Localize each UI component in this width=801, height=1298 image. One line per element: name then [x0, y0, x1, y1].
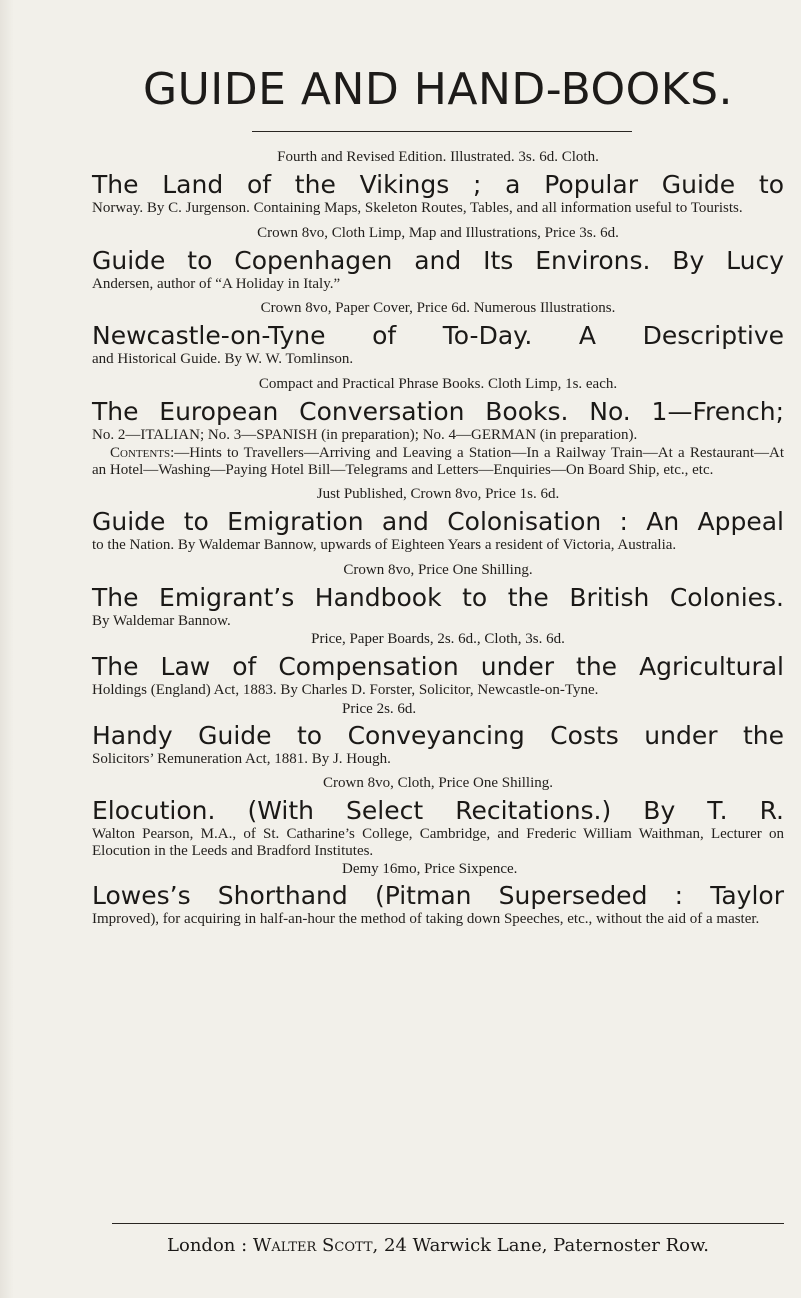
- book-title: Lowes’s Shorthand (Pitman Superseded : Taylor: [92, 881, 784, 910]
- contents-label: Contents: [110, 445, 171, 461]
- edition-note: Compact and Practical Phrase Books. Cloth Limp, 1s. each.: [258, 375, 618, 392]
- contents-text: :—Hints to Travellers—Arriving and Leaving a Station—In a Railway Train—At a Restaurant—At an Hotel—Washing—Paying Hotel Bill—Telegrams and Letters—Enquiries—On Board Ship, etc., etc.: [92, 445, 784, 478]
- book-description: Holdings (England) Act, 1883. By Charles D. Forster, Solicitor, Newcastle-on-Tyne.: [92, 682, 599, 698]
- book-entry-copenhagen: [92, 224, 784, 293]
- imprint-city: London :: [167, 1235, 248, 1256]
- book-description: Solicitors’ Remuneration Act, 1881. By J. Hough.: [92, 750, 391, 767]
- book-description: By Waldemar Bannow.: [92, 612, 231, 629]
- book-contents: [92, 445, 784, 478]
- book-description: and Historical Guide. By W. W. Tomlinson.: [92, 351, 354, 367]
- edition-note: Crown 8vo, Price One Shilling.: [343, 561, 533, 578]
- book-title: Guide to Emigration and Colonisation : An Appeal: [92, 507, 784, 536]
- book-list: [92, 148, 784, 935]
- top-rule: [252, 131, 632, 132]
- publisher-imprint: [92, 1234, 784, 1258]
- book-entry-conversation: [92, 375, 784, 479]
- edition-note: Crown 8vo, Cloth, Price One Shilling.: [323, 775, 553, 791]
- book-entry-emigration: [92, 485, 784, 554]
- book-entry-newcastle: [92, 299, 784, 368]
- bottom-rule: [112, 1223, 784, 1224]
- page-title: GUIDE AND HAND-BOOKS.: [142, 64, 734, 115]
- book-title: The European Conversation Books. No. 1—French;: [92, 396, 784, 426]
- imprint-publisher: Walter Scott,: [252, 1235, 379, 1256]
- price-line: Price, Paper Boards, 2s. 6d., Cloth, 3s. 6d.: [311, 631, 565, 647]
- price-line: Price 2s. 6d.: [342, 700, 417, 717]
- book-entry-vikings: [92, 148, 784, 217]
- book-entry-emigrants-handbook: [92, 561, 784, 649]
- book-entry-conveyancing: [92, 720, 784, 768]
- book-description: Walton Pearson, M.A., of St. Catharine’s College, Cambridge, and Frederic William Waithman, Lecturer on Elocution in the Leeds and Bradford Institutes.: [92, 826, 784, 859]
- book-title: Guide to Copenhagen and Its Environs. By Lucy: [92, 245, 784, 275]
- book-title: Elocution. (With Select Recitations.) By T. R.: [92, 796, 784, 825]
- imprint-address: 24 Warwick Lane, Paternoster Row.: [384, 1235, 709, 1256]
- book-title: The Emigrant’s Handbook to the British Colonies.: [92, 582, 784, 612]
- edition-note: Fourth and Revised Edition. Illustrated. 3s. 6d. Cloth.: [277, 149, 599, 165]
- edition-note: Just Published, Crown 8vo, Price 1s. 6d.: [316, 486, 560, 502]
- book-entry-elocution: [92, 774, 784, 878]
- book-description: Improved), for acquiring in half-an-hour the method of taking down Speeches, etc., without the aid of a master.: [92, 911, 760, 927]
- edition-note: Crown 8vo, Paper Cover, Price 6d. Numerous Illustrations.: [260, 300, 616, 316]
- book-entry-compensation: [92, 651, 784, 718]
- book-entry-shorthand: [92, 880, 784, 928]
- book-description: to the Nation. By Waldemar Bannow, upwards of Eighteen Years a resident of Victoria, Australia.: [92, 537, 677, 553]
- book-title: The Land of the Vikings ; a Popular Guide to: [92, 170, 784, 199]
- book-description: No. 2—ITALIAN; No. 3—SPANISH (in preparation); No. 4—GERMAN (in preparation).: [92, 426, 638, 443]
- edition-note: Crown 8vo, Cloth Limp, Map and Illustrations, Price 3s. 6d.: [257, 224, 619, 241]
- book-title: Handy Guide to Conveyancing Costs under the: [92, 720, 784, 750]
- book-title: The Law of Compensation under the Agricultural: [92, 652, 784, 681]
- book-title: Newcastle-on-Tyne of To-Day. A Descriptive: [92, 321, 784, 350]
- book-description: Andersen, author of “A Holiday in Italy.”: [92, 275, 341, 292]
- price-line: Demy 16mo, Price Sixpence.: [342, 861, 518, 877]
- book-description: Norway. By C. Jurgenson. Containing Maps, Skeleton Routes, Tables, and all information useful to Tourists.: [92, 200, 743, 216]
